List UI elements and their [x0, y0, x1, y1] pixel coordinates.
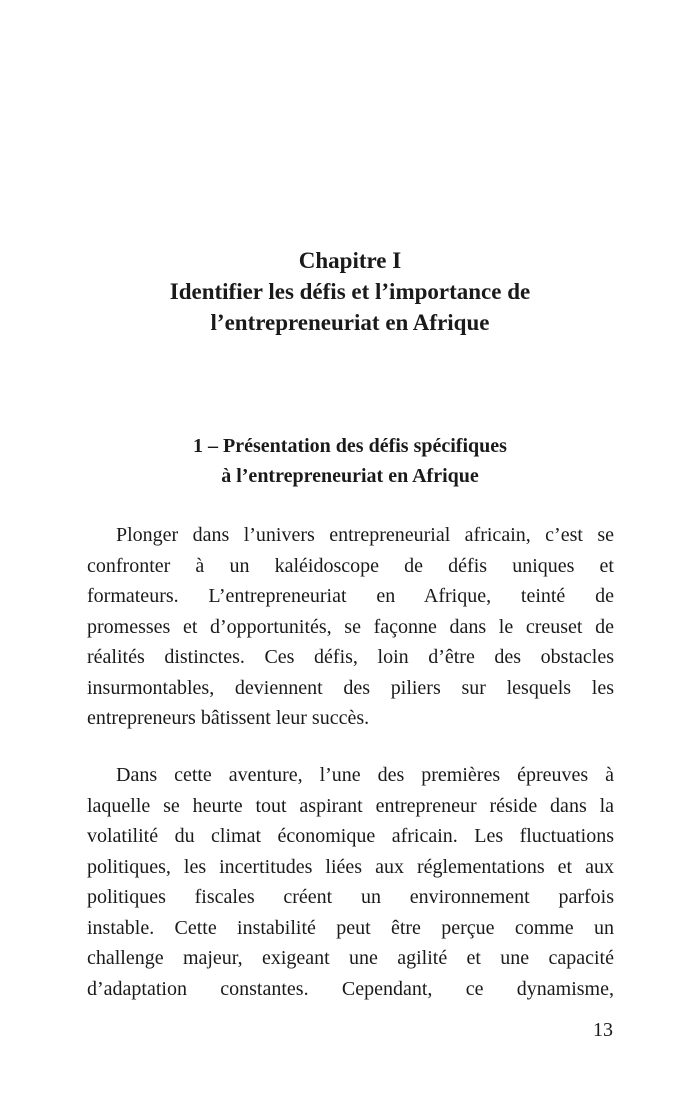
paragraph-line: promesses et d’opportunités, se façonne dans le creuset de [87, 615, 614, 638]
paragraph-line: confronter à un kaléidoscope de défis uniques et [87, 554, 614, 577]
section-title-line-2: à l’entrepreneuriat en Afrique [221, 465, 479, 487]
paragraph-2 [87, 760, 614, 1004]
paragraph-line: Dans cette aventure, l’une des premières épreuves à [116, 764, 614, 786]
paragraph-line: Plonger dans l’univers entrepreneurial africain, c’est se [116, 524, 614, 546]
chapter-number: Chapitre I [298, 248, 402, 273]
chapter-title-line-1: Identifier les défis et l’importance de [169, 279, 531, 304]
paragraph-line: laquelle se heurte tout aspirant entrepreneur réside dans la [87, 794, 614, 817]
chapter-heading [0, 245, 700, 338]
paragraph-line: entrepreneurs bâtissent leur succès. [87, 707, 370, 729]
paragraph-line: formateurs. L’entrepreneuriat en Afrique, teinté de [87, 585, 614, 607]
section-title-line-1: 1 – Présentation des défis spécifiques [193, 435, 507, 457]
paragraph-line: d’adaptation constantes. Cependant, ce dynamisme, [87, 977, 614, 1000]
paragraph-line: réalités distinctes. Ces défis, loin d’être des obstacles [87, 646, 614, 668]
paragraph-line: politiques, les incertitudes liées aux réglementations et aux [87, 855, 614, 878]
paragraph-line: insurmontables, deviennent des piliers sur lesquels les [87, 676, 614, 699]
paragraph-line: instable. Cette instabilité peut être perçue comme un [87, 916, 614, 939]
paragraph-line: challenge majeur, exigeant une agilité et une capacité [87, 947, 614, 969]
page-number: 13 [593, 1019, 613, 1041]
chapter-title-line-2: l’entrepreneuriat en Afrique [210, 310, 490, 335]
paragraph-1 [87, 520, 614, 734]
paragraph-line: politiques fiscales créent un environnement parfois [87, 886, 614, 908]
paragraph-line: volatilité du climat économique africain. Les fluctuations [87, 825, 614, 847]
section-heading [0, 431, 700, 491]
